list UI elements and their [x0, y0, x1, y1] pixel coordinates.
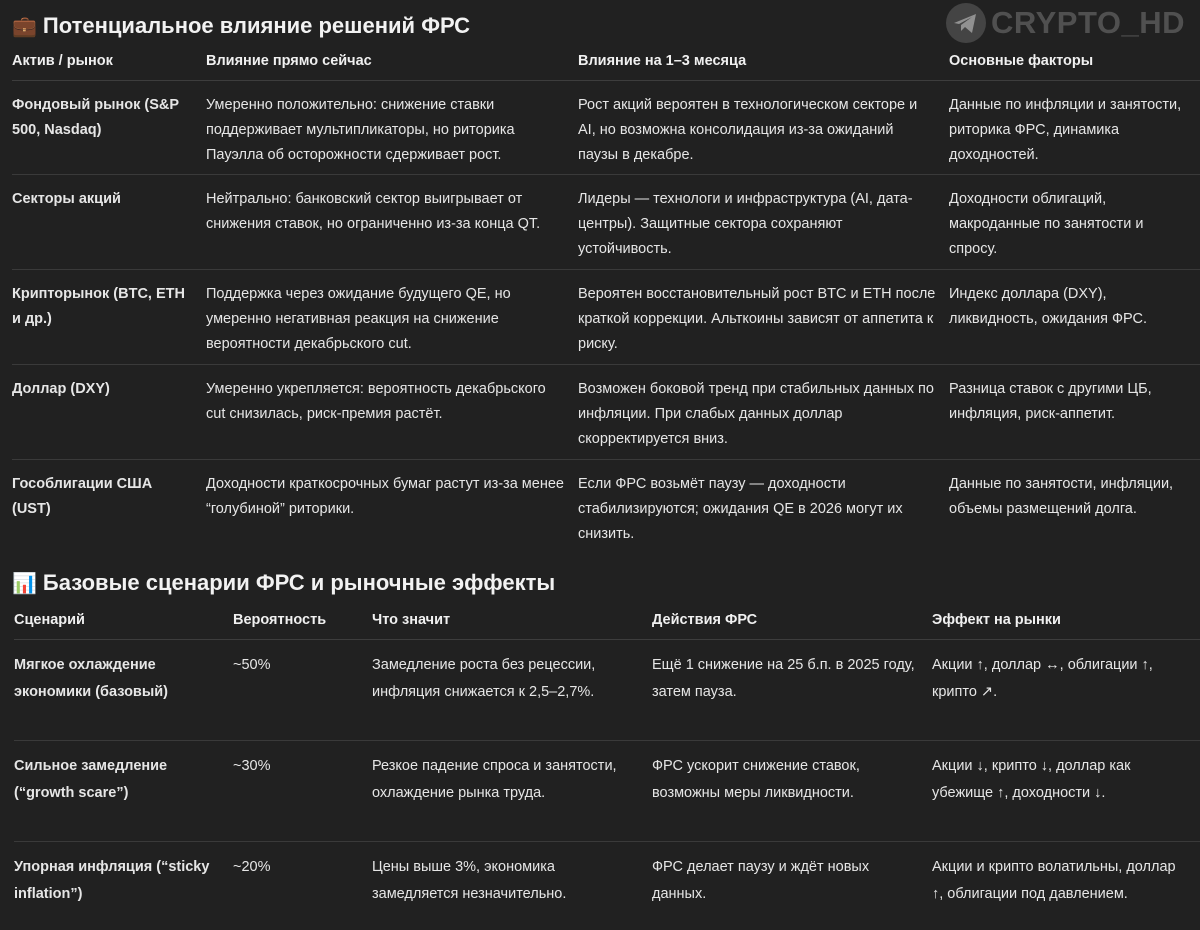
- asset-cell: Гособлигации США (UST): [12, 476, 153, 517]
- fed-actions-cell: ФРС делает паузу и ждёт новых данных.: [652, 859, 870, 902]
- watermark-text: CRYPTO_HD: [991, 5, 1185, 40]
- table-row: [14, 640, 1200, 741]
- section-title-fed-impact: [12, 9, 470, 43]
- scenario-cell: Сильное замедление (“growth scare”): [14, 741, 233, 842]
- probability-cell: ~50%: [233, 640, 372, 741]
- header-scenario: Сценарий: [14, 601, 233, 640]
- table-row: [14, 741, 1200, 842]
- factors-cell: Индекс доллара (DXY), ликвидность, ожидания ФРС.: [949, 270, 1200, 365]
- now-cell: Нейтрально: банковский сектор выигрывает от снижения ставок, но ограниченно из-за конца QT.: [206, 175, 578, 270]
- header-fed-actions: Действия ФРС: [652, 601, 932, 640]
- header-factors: Основные факторы: [949, 42, 1200, 81]
- scenario-cell: Упорная инфляция (“sticky inflation”): [14, 859, 210, 902]
- asset-cell: Фондовый рынок (S&P 500, Nasdaq): [12, 81, 206, 175]
- fed-actions-cell: Ещё 1 снижение на 25 б.п. в 2025 году, затем пауза.: [652, 640, 932, 741]
- months-cell: Рост акций вероятен в технологическом секторе и AI, но возможна консолидация из-за ожиданий паузы в декабре.: [578, 81, 949, 175]
- table-header-row: [12, 42, 1200, 81]
- watermark: [945, 2, 1185, 44]
- table-row: [12, 365, 1200, 460]
- now-cell: Доходности краткосрочных бумаг растут из-за менее “голубиной” риторики.: [206, 476, 564, 517]
- table-row: [12, 270, 1200, 365]
- now-cell: Умеренно положительно: снижение ставки поддерживает мультипликаторы, но риторика Пауэлла об осторожности сдерживает рост.: [206, 81, 578, 175]
- now-cell: Поддержка через ожидание будущего QE, но умеренно негативная реакция на снижение вероятности декабрьского cut.: [206, 270, 578, 365]
- factors-cell: Доходности облигаций, макроданные по занятости и спросу.: [949, 175, 1200, 270]
- section-title-scenarios: [12, 566, 555, 600]
- table-row: [12, 81, 1200, 175]
- header-market-effect: Эффект на рынки: [932, 601, 1200, 640]
- market-effect-cell: Акции ↑, доллар ↔, облигации ↑, крипто ↗.: [932, 640, 1200, 741]
- section-title-text: Потенциальное влияние решений ФРС: [42, 13, 470, 38]
- months-cell: Лидеры — технологи и инфраструктура (AI, дата-центры). Защитные сектора сохраняют устойчивость.: [578, 175, 949, 270]
- header-probability: Вероятность: [233, 601, 372, 640]
- header-meaning: Что значит: [372, 601, 652, 640]
- scenarios-table: [14, 601, 1200, 922]
- factors-cell: Данные по занятости, инфляции, объемы размещений долга.: [949, 476, 1174, 517]
- now-cell: Умеренно укрепляется: вероятность декабрьского cut снизилась, риск-премия растёт.: [206, 365, 578, 460]
- fed-impact-table: [12, 42, 1200, 555]
- header-months: Влияние на 1–3 месяца: [578, 42, 949, 81]
- fed-actions-cell: ФРС ускорит снижение ставок, возможны меры ликвидности.: [652, 741, 932, 842]
- months-cell: Вероятен восстановительный рост BTC и ETH после краткой коррекции. Альткоины зависят от аппетита к риску.: [578, 270, 949, 365]
- table-row: [12, 460, 1200, 555]
- table-row: [12, 175, 1200, 270]
- factors-cell: Данные по инфляции и занятости, риторика ФРС, динамика доходностей.: [949, 81, 1200, 175]
- factors-cell: Разница ставок с другими ЦБ, инфляция, риск-аппетит.: [949, 365, 1200, 460]
- asset-cell: Крипторынок (BTC, ETH и др.): [12, 270, 206, 365]
- table-row: [14, 842, 1200, 922]
- market-effect-cell: Акции ↓, крипто ↓, доллар как убежище ↑, доходности ↓.: [932, 741, 1200, 842]
- asset-cell: Секторы акций: [12, 175, 206, 270]
- market-effect-cell: Акции и крипто волатильны, доллар ↑, облигации под давлением.: [932, 859, 1176, 902]
- bar-chart-icon: 📊: [12, 572, 37, 595]
- telegram-icon: [945, 2, 987, 44]
- probability-cell: ~30%: [233, 741, 372, 842]
- meaning-cell: Замедление роста без рецессии, инфляция снижается к 2,5–2,7%.: [372, 640, 652, 741]
- table-header-row: [14, 601, 1200, 640]
- briefcase-icon: 💼: [12, 15, 37, 38]
- asset-cell: Доллар (DXY): [12, 365, 206, 460]
- months-cell: Возможен боковой тренд при стабильных данных по инфляции. При слабых данных доллар скорректируется вниз.: [578, 365, 949, 460]
- scenario-cell: Мягкое охлаждение экономики (базовый): [14, 640, 233, 741]
- meaning-cell: Резкое падение спроса и занятости, охлаждение рынка труда.: [372, 741, 652, 842]
- months-cell: Если ФРС возьмёт паузу — доходности стабилизируются; ожидания QE в 2026 могут их снизить.: [578, 476, 903, 542]
- header-asset: Актив / рынок: [12, 42, 206, 81]
- header-now: Влияние прямо сейчас: [206, 42, 578, 81]
- meaning-cell: Цены выше 3%, экономика замедляется незначительно.: [372, 859, 567, 902]
- section-title-text: Базовые сценарии ФРС и рыночные эффекты: [42, 570, 556, 595]
- probability-cell: ~20%: [233, 859, 271, 875]
